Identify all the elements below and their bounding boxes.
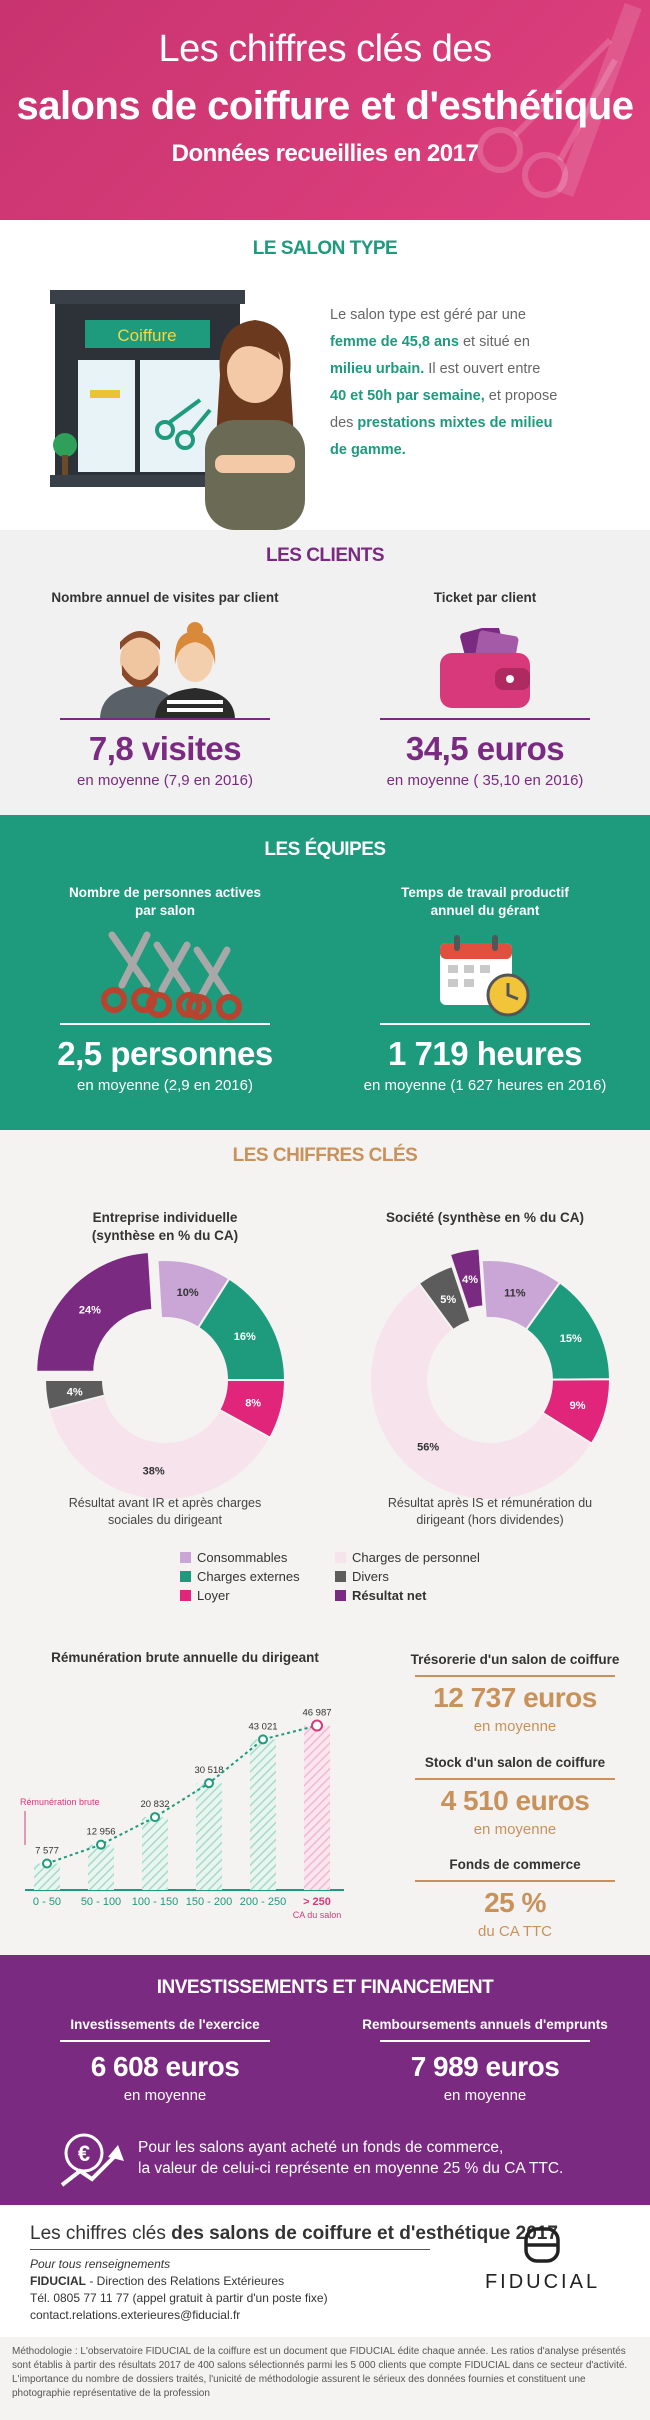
trend-point — [205, 1779, 213, 1787]
fiducial-logo-text: FIDUCIAL — [484, 2271, 601, 2293]
pie2-title: Société (synthèse en % du CA) — [385, 1210, 585, 1225]
footer-org-rest: - Direction des Relations Extérieures — [86, 2274, 285, 2288]
pie2-caption: Résultat après IS et rémunération du dirigeant (hors dividendes) — [387, 1496, 593, 1527]
chiffres-cles-section — [0, 1130, 650, 1955]
legend-item — [335, 1588, 426, 1603]
salon-type-title: LE SALON TYPE — [252, 238, 398, 259]
invest-label: Investissements de l'exercice — [70, 2017, 260, 2032]
stock-note: en moyenne — [473, 1821, 557, 1838]
legend-swatch — [335, 1590, 346, 1601]
bar-chart-remuneration — [15, 1675, 395, 1925]
ticket-value: 34,5 euros — [405, 730, 565, 767]
footer-org-bold: FIDUCIAL — [30, 2274, 86, 2288]
visits-divider — [60, 718, 270, 720]
pie-slice-label: 9% — [569, 1399, 586, 1412]
salon-type-section — [0, 220, 650, 530]
persons-note: en moyenne (2,9 en 2016) — [77, 1077, 253, 1094]
legend-item — [180, 1569, 300, 1584]
desc-hours: 40 et 50h par semaine, — [330, 388, 485, 404]
pie1-caption: Résultat avant IR et après charges sociales du dirigeant — [68, 1496, 262, 1527]
bar — [304, 1726, 330, 1890]
desc-text-3: Il est ouvert entre — [424, 361, 541, 377]
legend-item — [180, 1588, 230, 1603]
trend-point — [312, 1721, 322, 1731]
persons-divider — [60, 1023, 270, 1025]
ticket-divider — [380, 718, 590, 720]
footer-email[interactable]: contact.relations.exterieures@fiducial.fr — [30, 2308, 241, 2322]
legend-swatch — [180, 1590, 191, 1601]
hours-divider — [380, 1023, 590, 1025]
pie-legend — [180, 1550, 600, 1610]
stock-divider — [415, 1778, 615, 1780]
bar-category-label: 0 - 50 — [32, 1896, 62, 1908]
footer-info-head: Pour tous renseignements — [30, 2257, 171, 2271]
salon-type-description — [330, 302, 560, 464]
pie-slice-label: 4% — [462, 1273, 479, 1286]
bar — [88, 1845, 114, 1890]
bar-annotation: Rémunération brute — [20, 1797, 100, 1807]
header-subtitle: Données recueillies en 2017 — [171, 140, 479, 167]
legend-item — [180, 1550, 287, 1565]
invest-title: INVESTISSEMENTS ET FINANCEMENT — [156, 1977, 494, 1998]
invest-value: 6 608 euros — [90, 2051, 240, 2082]
bar — [196, 1783, 222, 1890]
footer-divider — [30, 2249, 430, 2250]
persons-label-1: Nombre de personnes actives — [68, 885, 262, 900]
legend-swatch — [335, 1552, 346, 1563]
scissors-team-icon — [92, 925, 242, 1020]
pie-chart-societe — [355, 1245, 625, 1515]
bar-xlabel: CA du salon — [292, 1910, 342, 1920]
remb-divider — [380, 2040, 590, 2042]
legend-swatch — [335, 1571, 346, 1582]
wallet-icon — [435, 628, 535, 708]
bar-value-label: 43 021 — [248, 1721, 278, 1733]
bar-category-label: 200 - 250 — [239, 1896, 287, 1908]
footer-title-light: Les chiffres clés — [30, 2223, 172, 2244]
stock-label: Stock d'un salon de coiffure — [424, 1755, 606, 1770]
bar-category-label: > 250 — [303, 1896, 331, 1908]
visits-note: en moyenne (7,9 en 2016) — [77, 772, 253, 789]
hours-label-2: annuel du gérant — [430, 903, 540, 918]
footer-org — [30, 2274, 284, 2288]
tresorerie-divider — [415, 1675, 615, 1677]
legend-label: Divers — [352, 1569, 389, 1584]
equipes-title: LES ÉQUIPES — [264, 839, 386, 860]
trend-point — [97, 1841, 105, 1849]
invest-note-line2: la valeur de celui-ci représente en moyenne 25 % du CA TTC. — [138, 2160, 564, 2177]
pie-slice-label: 15% — [559, 1333, 582, 1346]
remb-value: 7 989 euros — [410, 2051, 560, 2082]
invest-divider — [60, 2040, 270, 2042]
desc-age: femme de 45,8 ans — [330, 334, 459, 350]
legend-swatch — [180, 1571, 191, 1582]
pie-slice-label: 4% — [66, 1386, 83, 1399]
pie-slice-label: 16% — [233, 1331, 256, 1344]
visits-value: 7,8 visites — [88, 730, 242, 767]
shop-sign: Coiffure — [117, 326, 177, 345]
legend-swatch — [180, 1552, 191, 1563]
couple-icon — [95, 620, 245, 720]
calendar-clock-icon — [440, 935, 530, 1017]
hours-label-1: Temps de travail productif — [401, 885, 569, 900]
bar-chart-title: Rémunération brute annuelle du dirigeant — [51, 1650, 319, 1665]
ticket-note: en moyenne ( 35,10 en 2016) — [386, 772, 584, 789]
header-title-line1: Les chiffres clés des — [158, 28, 492, 70]
header-title-line2: salons de coiffure et d'esthétique — [16, 84, 634, 128]
visits-label: Nombre annuel de visites par client — [51, 590, 279, 605]
legend-item — [335, 1550, 480, 1565]
trend-point — [43, 1859, 51, 1867]
methodology-text: Méthodologie : L'observatoire FIDUCIAL de la coiffure est un document que FIDUCIAL édite chaque année. Les ratios d'analyse présentés sont établis à partir des résultats 2017 de 400 salons sélectionnés parmi les 5 000 clients que compte FIDUCIAL dans ce secteur d'activité. L'importance du nombre de dossiers traités, l'unicité de méthodologie assurent le sérieux des données fournies et constituent une photographie représentative de la profession — [12, 2346, 628, 2399]
investissements-section — [0, 1955, 650, 2205]
svg-text:€: € — [77, 2141, 91, 2166]
footer — [0, 2205, 650, 2420]
bar — [250, 1739, 276, 1890]
persons-value: 2,5 personnes — [57, 1035, 273, 1072]
bar-value-label: 7 577 — [35, 1845, 59, 1857]
pie1-title: Entreprise individuelle — [92, 1210, 238, 1225]
legend-label: Loyer — [197, 1588, 230, 1603]
trend-point — [151, 1813, 159, 1821]
pie-slice-label: 24% — [78, 1304, 101, 1317]
woman-avatar — [200, 305, 310, 530]
desc-services: prestations mixtes de milieu de gamme. — [330, 415, 553, 458]
desc-text-4: et propose des — [330, 388, 558, 431]
pie-slice-label: 11% — [504, 1287, 526, 1300]
legend-label: Charges de personnel — [352, 1550, 480, 1565]
bar — [142, 1817, 168, 1890]
pie-chart-entreprise — [30, 1245, 300, 1515]
pie-slice-label: 5% — [440, 1294, 457, 1307]
tresorerie-label: Trésorerie d'un salon de coiffure — [410, 1652, 620, 1667]
fonds-label: Fonds de commerce — [449, 1857, 581, 1872]
fiducial-logo-icon — [522, 2225, 562, 2265]
tresorerie-value: 12 737 euros — [433, 1682, 597, 1713]
ticket-label: Ticket par client — [433, 590, 537, 605]
remb-label: Remboursements annuels d'emprunts — [362, 2017, 608, 2032]
fonds-value: 25 % — [484, 1887, 546, 1918]
tresorerie-note: en moyenne — [473, 1718, 557, 1735]
invest-note: en moyenne — [123, 2087, 207, 2104]
bar-value-label: 30 518 — [194, 1765, 224, 1777]
hours-note: en moyenne (1 627 heures en 2016) — [363, 1077, 607, 1094]
cles-title: LES CHIFFRES CLÉS — [232, 1145, 418, 1166]
pie-slice-label: 56% — [417, 1441, 440, 1454]
footer-title — [30, 2223, 558, 2245]
desc-location: milieu urbain. — [330, 361, 425, 377]
persons-label-2: par salon — [134, 903, 196, 918]
footer-phone: Tél. 0805 77 11 77 (appel gratuit à partir d'un poste fixe) — [30, 2291, 328, 2305]
stock-value: 4 510 euros — [440, 1785, 590, 1816]
fonds-divider — [415, 1880, 615, 1882]
pie-slice-label: 10% — [176, 1286, 199, 1299]
desc-text-2: et situé en — [458, 334, 530, 350]
pie-slice-label: 38% — [142, 1465, 165, 1478]
clients-title: LES CLIENTS — [265, 545, 384, 566]
equipes-section — [0, 815, 650, 1130]
pie1-subtitle: (synthèse en % du CA) — [91, 1228, 239, 1243]
bar-category-label: 50 - 100 — [80, 1896, 122, 1908]
remb-note: en moyenne — [443, 2087, 527, 2104]
legend-label: Résultat net — [352, 1588, 427, 1603]
clients-section — [0, 530, 650, 815]
legend-item — [335, 1569, 389, 1584]
invest-note-line1: Pour les salons ayant acheté un fonds de commerce, — [138, 2139, 504, 2156]
desc-text-1: Le salon type est géré par une — [330, 307, 526, 323]
euro-growth-icon — [58, 2133, 126, 2189]
bar-value-label: 20 832 — [140, 1799, 170, 1811]
fonds-note: du CA TTC — [478, 1923, 552, 1940]
bar-value-label: 12 956 — [86, 1826, 116, 1838]
legend-label: Consommables — [197, 1550, 288, 1565]
trend-point — [259, 1735, 267, 1743]
header-banner — [0, 0, 650, 220]
legend-label: Charges externes — [197, 1569, 300, 1584]
pie-slice-label: 8% — [245, 1397, 262, 1410]
trend-line — [47, 1726, 317, 1864]
bar-value-label: 46 987 — [302, 1707, 332, 1719]
bar-category-label: 150 - 200 — [185, 1896, 233, 1908]
bar-category-label: 100 - 150 — [131, 1896, 179, 1908]
hours-value: 1 719 heures — [388, 1035, 582, 1072]
footer-title-bold: des salons de coiffure et d'esthétique 2017 — [171, 2223, 558, 2244]
